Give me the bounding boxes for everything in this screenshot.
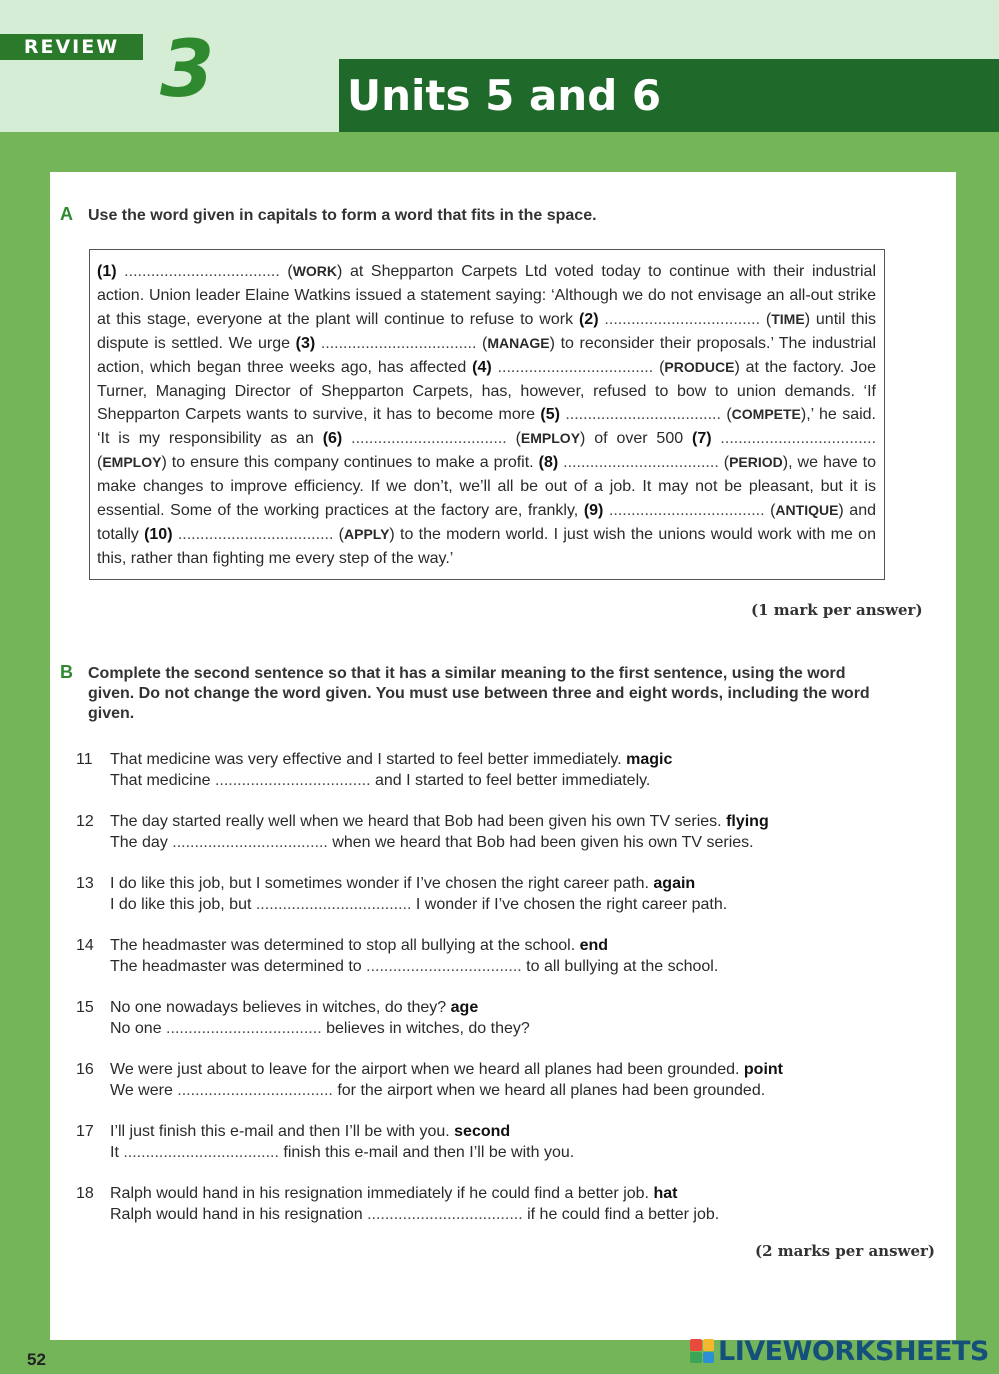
answer-blank[interactable]: ................................... [255,896,412,913]
answer-blank[interactable]: ................................... [124,263,280,280]
item-number: 17 [76,1123,94,1140]
item-number: 14 [76,937,94,954]
rewrite-sentence [110,1018,916,1039]
key-word: hat [653,1185,678,1202]
passage-fragment: ) to reconsider their proposals.’ The industrial action, which began three weeks ago, has affected [97,334,877,376]
list-item [76,873,916,915]
list-item [76,749,916,791]
item-number: 16 [76,1061,94,1078]
rewrite-end: and I started to feel better immediately. [370,772,651,789]
page-title: Units 5 and 6 [339,59,999,132]
gap-number: (5) [540,406,560,424]
original-sentence [110,1059,916,1080]
passage-fragment: ( [653,358,665,376]
list-item [76,1121,916,1163]
gap-number: (8) [538,454,559,472]
gap-number: (1) [97,263,117,280]
review-number: 3 [160,25,215,115]
rewrite-start: It [110,1144,124,1161]
original-sentence [110,749,916,770]
stem-word: ANTIQUE [775,502,839,519]
stem-word: PERIOD [729,454,783,471]
rewrite-sentence [110,1142,916,1163]
passage-fragment: ) to the modern world. I just wish the unions would work with me on this, rather than fighting me every step of the way.’ [97,525,876,567]
rewrite-sentence [110,1204,916,1225]
list-item [76,1183,916,1225]
gap-number: (9) [583,502,604,520]
stem-word: TIME [771,310,805,327]
liveworksheets-logo [690,1334,989,1368]
key-word: second [454,1123,511,1140]
rewrite-end: I wonder if I’ve chosen the right career path. [411,896,728,913]
rewrite-sentence [110,1080,916,1101]
passage-fragment: ) to ensure this company continues to make a profit. [161,454,539,472]
review-tag: REVIEW [0,34,143,60]
rewrite-start: I do like this job, but [110,896,256,913]
answer-blank[interactable]: ................................... [563,454,719,472]
passage-fragment: ( [718,454,730,472]
section-a-marks: (1 mark per answer) [751,601,923,619]
sentence-text: The day started really well when we heard that Bob had been given his own TV series. [110,813,727,830]
rewrite-end: finish this e-mail and then I’ll be with you. [278,1144,575,1161]
passage-fragment: ) of over 500 [580,430,692,448]
passage-fragment: ( [97,454,103,472]
stem-word: EMPLOY [520,430,581,447]
rewrite-start: Ralph would hand in his resignation [110,1206,368,1223]
passage-fragment: ( [476,334,488,352]
answer-blank[interactable]: ................................... [123,1144,279,1161]
answer-blank[interactable]: ................................... [367,1206,523,1223]
section-b-marks: (2 marks per answer) [755,1242,935,1260]
stem-word: EMPLOY [102,454,162,471]
rewrite-sentence [110,956,916,977]
gap-number: (4) [472,358,492,376]
gap-number: (7) [691,430,712,448]
page-number: 52 [27,1350,46,1369]
rewrite-end: believes in witches, do they? [321,1020,530,1037]
rewrite-start: The day [110,834,173,851]
answer-blank[interactable]: ................................... [366,958,522,975]
answer-blank[interactable]: ................................... [351,430,507,448]
answer-blank[interactable]: ................................... [166,1020,322,1037]
liveworksheets-logo-text: LIVEWORKSHEETS [718,1335,989,1367]
gap-number: (10) [144,525,173,543]
rewrite-sentence [110,894,916,915]
list-item [76,1059,916,1101]
section-a-instruction: Use the word given in capitals to form a word that fits in the space. [88,207,597,224]
rewrite-end: when we heard that Bob had been given his own TV series. [327,834,754,851]
passage-fragment: ( [764,502,776,520]
answer-blank[interactable]: ................................... [177,525,334,543]
rewrite-start: The headmaster was determined to [110,958,367,975]
sentence-text: I’ll just finish this e-mail and then I’ll be with you. [110,1123,455,1140]
stem-word: MANAGE [487,334,550,351]
section-a-letter: A [60,204,73,224]
key-word: end [579,937,609,954]
original-sentence [110,811,916,832]
passage-fragment: ) at the factory. Joe Turner, Managing Director of Shepparton Carpets, has, however, refused to bow to union demands. ‘If Shepparton Carpets wants to survive, it has to become more [97,358,877,424]
stem-word: COMPETE [731,406,801,423]
key-word: flying [726,813,769,830]
original-sentence [110,1121,916,1142]
key-word: magic [626,751,673,768]
gap-number: (3) [295,334,316,352]
item-number: 11 [76,751,93,768]
list-item [76,811,916,853]
sentence-text: The headmaster was determined to stop all bullying at the school. [110,937,580,954]
passage-fragment: ( [720,406,732,424]
key-word: again [653,875,696,892]
rewrite-end: for the airport when we heard all planes had been grounded. [332,1082,766,1099]
answer-blank[interactable]: ................................... [608,502,765,520]
sentence-text: Ralph would hand in his resignation immediately if he could find a better job. [110,1185,654,1202]
gap-number: (2) [578,310,599,328]
item-number: 12 [76,813,94,830]
passage-fragment: ), we have to make changes to improve efficiency. If we don’t, we’ll all be out of a job. It may not be pleasant, but it is essential. Some of the working practices at the factory are, frankly, [97,454,877,520]
answer-blank[interactable]: ................................... [172,834,328,851]
passage-fragment: ) until this dispute is settled. We urge [97,310,877,352]
passage-box [89,249,885,580]
rewrite-end: if he could find a better job. [522,1206,720,1223]
sentence-text: We were just about to leave for the airport when we heard all planes had been grounded. [110,1061,744,1078]
sentence-text: No one nowadays believes in witches, do they? [110,999,451,1016]
original-sentence [110,1183,916,1204]
original-sentence [110,935,916,956]
passage-fragment: ),’ he said. ‘It is my responsibility as an [97,406,876,448]
stem-word: PRODUCE [664,358,735,375]
gap-number: (6) [322,430,343,448]
stem-word: APPLY [344,525,390,542]
answer-blank[interactable]: ................................... [177,1082,333,1099]
passage-fragment [342,430,351,447]
answer-blank[interactable]: ................................... [720,430,877,448]
section-b-instruction: Complete the second sentence so that it has a similar meaning to the first sentence, using the word given. Do not change the word given. You must use between three and eight words, including the word given. [88,665,870,722]
sentence-text: That medicine was very effective and I started to feel better immediately. [110,751,627,768]
answer-blank[interactable]: ................................... [214,772,371,789]
answer-blank[interactable]: ................................... [565,406,721,424]
original-sentence [110,873,916,894]
passage-text [97,260,876,571]
passage-fragment: ) at Shepparton Carpets Ltd voted today to continue with their industrial action. Union leader Elaine Watkins issued a statement saying: ‘Although we do not envisage an all-out strike at this stage, everyone at the plant will continue to refuse to work [97,263,877,328]
passage-fragment: ( [279,263,293,280]
passage-fragment: ( [760,310,772,328]
rewrite-start: No one [110,1020,167,1037]
item-number: 15 [76,999,94,1016]
item-number: 18 [76,1185,94,1202]
rewrite-start: We were [110,1082,178,1099]
key-word: point [743,1061,783,1078]
stem-word: WORK [292,263,338,279]
liveworksheets-logo-icon [690,1339,714,1363]
answer-blank[interactable]: ................................... [320,334,477,352]
rewrite-end: to all bullying at the school. [521,958,719,975]
original-sentence [110,997,916,1018]
list-item [76,997,916,1039]
sentence-text: I do like this job, but I sometimes wonder if I’ve chosen the right career path. [110,875,654,892]
answer-blank[interactable]: ................................... [604,310,761,328]
key-word: age [450,999,479,1016]
rewrite-sentence [110,832,916,853]
list-item [76,935,916,977]
rewrite-sentence [110,770,916,791]
passage-fragment: ( [333,525,345,543]
passage-fragment: ( [506,430,521,448]
rewrite-start: That medicine [110,772,215,789]
section-b-letter: B [60,662,73,682]
answer-blank[interactable]: ................................... [497,358,654,376]
item-number: 13 [76,875,94,892]
passage-fragment: ) and totally [97,502,877,543]
